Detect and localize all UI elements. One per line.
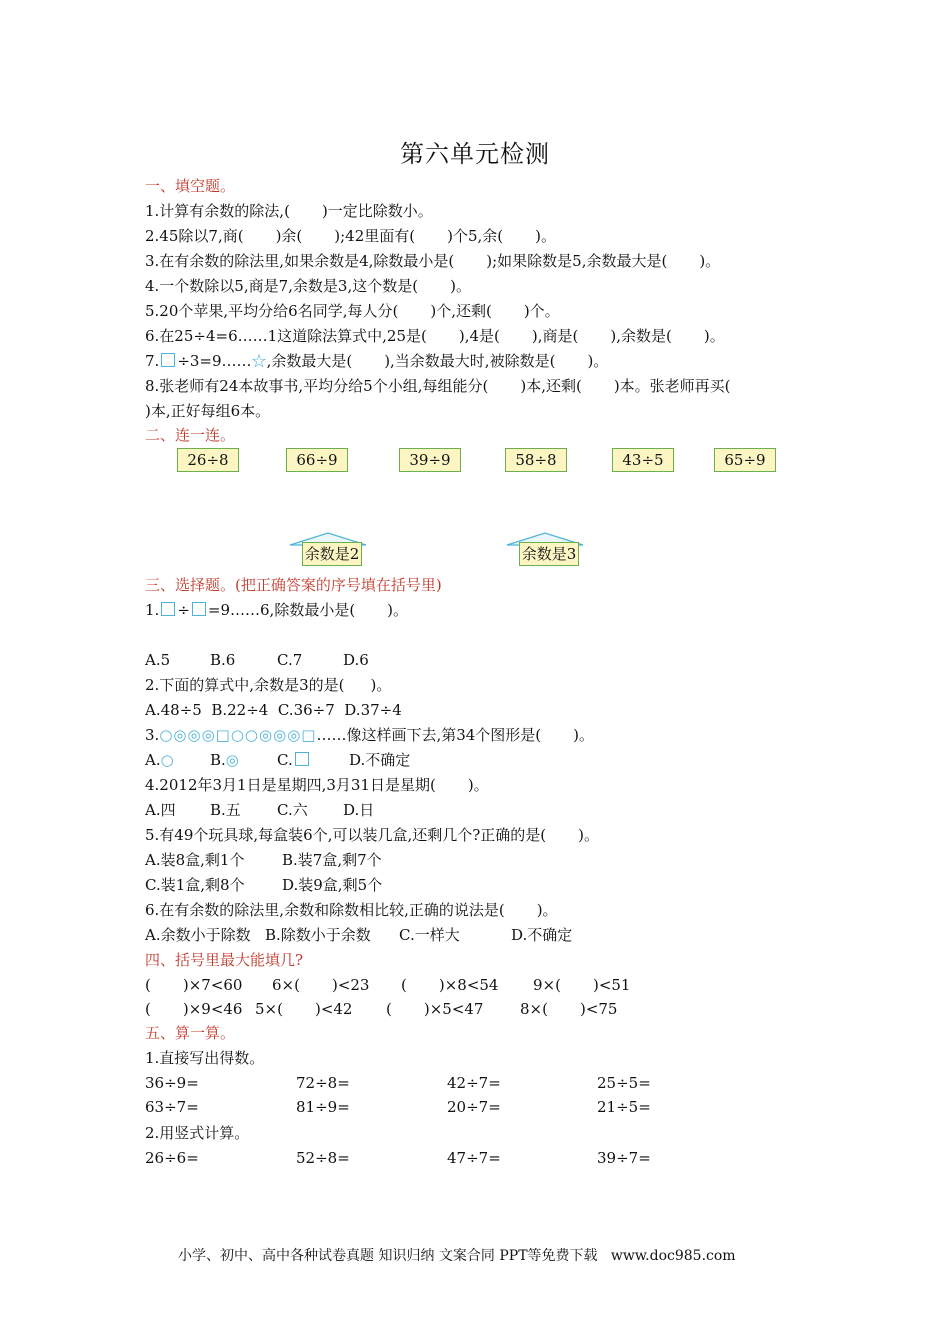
fill-q7: 7. ÷3=9……☆,余数最大是( ),当余数最大时,被除数是( )。 bbox=[145, 352, 609, 370]
inequality-item: 8×( )<75 bbox=[520, 1000, 618, 1018]
expr-box[interactable]: 66÷9 bbox=[286, 448, 348, 472]
page-title: 第六单元检测 bbox=[400, 140, 550, 168]
expr-box[interactable]: 43÷5 bbox=[612, 448, 674, 472]
inequality-item: ( )×9<46 bbox=[145, 1000, 243, 1018]
choice-q2: 2.下面的算式中,余数是3的是( )。 bbox=[145, 676, 392, 694]
choice-q1: 1. ÷ =9……6,除数最小是( )。 bbox=[145, 601, 409, 619]
calc-item: 72÷8= bbox=[296, 1074, 350, 1092]
inequality-item: ( )×5<47 bbox=[386, 1000, 484, 1018]
inequality-item: ( )×8<54 bbox=[401, 976, 499, 994]
section-choice: 三、选择题。(把正确答案的序号填在括号里) bbox=[145, 576, 442, 594]
calc-item: 47÷7= bbox=[447, 1149, 501, 1167]
section-max-fill: 四、括号里最大能填几? bbox=[145, 951, 304, 969]
calc-item: 25÷5= bbox=[597, 1074, 651, 1092]
square-icon bbox=[161, 353, 175, 367]
calc-item: 81÷9= bbox=[296, 1098, 350, 1116]
fill-q1: 1.计算有余数的除法,( )一定比除数小。 bbox=[145, 202, 433, 220]
choice-option: B.五 bbox=[210, 801, 241, 819]
choice-q5: 5.有49个玩具球,每盒装6个,可以装几盒,还剩几个?正确的是( )。 bbox=[145, 826, 600, 844]
calc-item: 20÷7= bbox=[447, 1098, 501, 1116]
choice-option: C.六 bbox=[277, 801, 308, 819]
shape-sequence: ○◎◎◎□○○◎◎◎□ bbox=[159, 726, 317, 744]
calc-item: 39÷7= bbox=[597, 1149, 651, 1167]
choice-option: B.除数小于余数 bbox=[265, 926, 371, 944]
calc-item: 36÷9= bbox=[145, 1074, 199, 1092]
choice-option: A.余数小于除数 bbox=[145, 926, 251, 944]
fill-q6: 6.在25÷4=6……1这道除法算式中,25是( ),4是( ),商是( ),余数是( )。 bbox=[145, 327, 725, 345]
footer-text: 小学、初中、高中各种试卷真题 知识归纳 文案合同 PPT等免费下载 www.doc985.com bbox=[178, 1248, 736, 1264]
remainder-house[interactable]: 余数是3 bbox=[519, 542, 579, 566]
inequality-item: 9×( )<51 bbox=[533, 976, 631, 994]
inequality-item: 5×( )<42 bbox=[255, 1000, 353, 1018]
choice-option: D.6 bbox=[343, 651, 369, 669]
choice-option: D.日 bbox=[343, 801, 375, 819]
calc-item: 63÷7= bbox=[145, 1098, 199, 1116]
section-fill-blank: 一、填空题。 bbox=[145, 177, 236, 195]
section-calc: 五、算一算。 bbox=[145, 1024, 236, 1042]
choice-q3: 3.○◎◎◎□○○◎◎◎□……像这样画下去,第34个图形是( )。 bbox=[145, 726, 595, 744]
star-icon: ☆ bbox=[251, 352, 267, 370]
choice-option: D.装9盒,剩5个 bbox=[282, 876, 383, 894]
choice-option: C.装1盒,剩8个 bbox=[145, 876, 245, 894]
fill-q3: 3.在有余数的除法里,如果余数是4,除数最小是( );如果除数是5,余数最大是( )。 bbox=[145, 252, 721, 270]
fill-q2: 2.45除以7,商( )余( );42里面有( )个5,余( )。 bbox=[145, 227, 557, 245]
square-icon bbox=[161, 602, 175, 616]
choice-q2-options: A.48÷5 B.22÷4 C.36÷7 D.37÷4 bbox=[145, 701, 402, 719]
expr-box[interactable]: 26÷8 bbox=[177, 448, 239, 472]
expr-box[interactable]: 65÷9 bbox=[714, 448, 776, 472]
calc-item: 21÷5= bbox=[597, 1098, 651, 1116]
choice-q6: 6.在有余数的除法里,余数和除数相比较,正确的说法是( )。 bbox=[145, 901, 558, 919]
fill-q5: 5.20个苹果,平均分给6名同学,每人分( )个,还剩( )个。 bbox=[145, 302, 560, 320]
fill-q8-cont: )本,正好每组6本。 bbox=[145, 402, 271, 420]
choice-option: B.6 bbox=[210, 651, 236, 669]
choice-option: C.7 bbox=[277, 651, 303, 669]
choice-option: C. bbox=[277, 750, 311, 770]
remainder-house[interactable]: 余数是2 bbox=[302, 542, 362, 566]
inequality-item: 6×( )<23 bbox=[272, 976, 370, 994]
calc-item: 42÷7= bbox=[447, 1074, 501, 1092]
fill-q8: 8.张老师有24本故事书,平均分给5个小组,每组能分( )本,还剩( )本。张老师再买( bbox=[145, 377, 731, 395]
choice-q4: 4.2012年3月1日是星期四,3月31日是星期( )。 bbox=[145, 776, 489, 794]
double-circle-icon: ◎ bbox=[225, 751, 240, 769]
square-icon bbox=[192, 602, 206, 616]
choice-option: A.5 bbox=[145, 651, 171, 669]
square-icon bbox=[295, 752, 309, 766]
choice-option: D.不确定 bbox=[349, 751, 411, 769]
expr-box[interactable]: 58÷8 bbox=[505, 448, 567, 472]
calc-sub-vertical: 2.用竖式计算。 bbox=[145, 1124, 250, 1142]
circle-icon: ○ bbox=[160, 751, 175, 769]
choice-option: C.一样大 bbox=[399, 926, 460, 944]
calc-item: 26÷6= bbox=[145, 1149, 199, 1167]
choice-option: D.不确定 bbox=[511, 926, 573, 944]
choice-option: B.◎ bbox=[210, 751, 240, 769]
inequality-item: ( )×7<60 bbox=[145, 976, 243, 994]
choice-option: A.○ bbox=[145, 751, 175, 769]
choice-option: A.装8盒,剩1个 bbox=[145, 851, 245, 869]
calc-sub-direct: 1.直接写出得数。 bbox=[145, 1049, 265, 1067]
expr-box[interactable]: 39÷9 bbox=[399, 448, 461, 472]
choice-option: B.装7盒,剩7个 bbox=[282, 851, 382, 869]
choice-option: A.四 bbox=[145, 801, 176, 819]
section-match: 二、连一连。 bbox=[145, 426, 236, 444]
fill-q4: 4.一个数除以5,商是7,余数是3,这个数是( )。 bbox=[145, 277, 471, 295]
calc-item: 52÷8= bbox=[296, 1149, 350, 1167]
